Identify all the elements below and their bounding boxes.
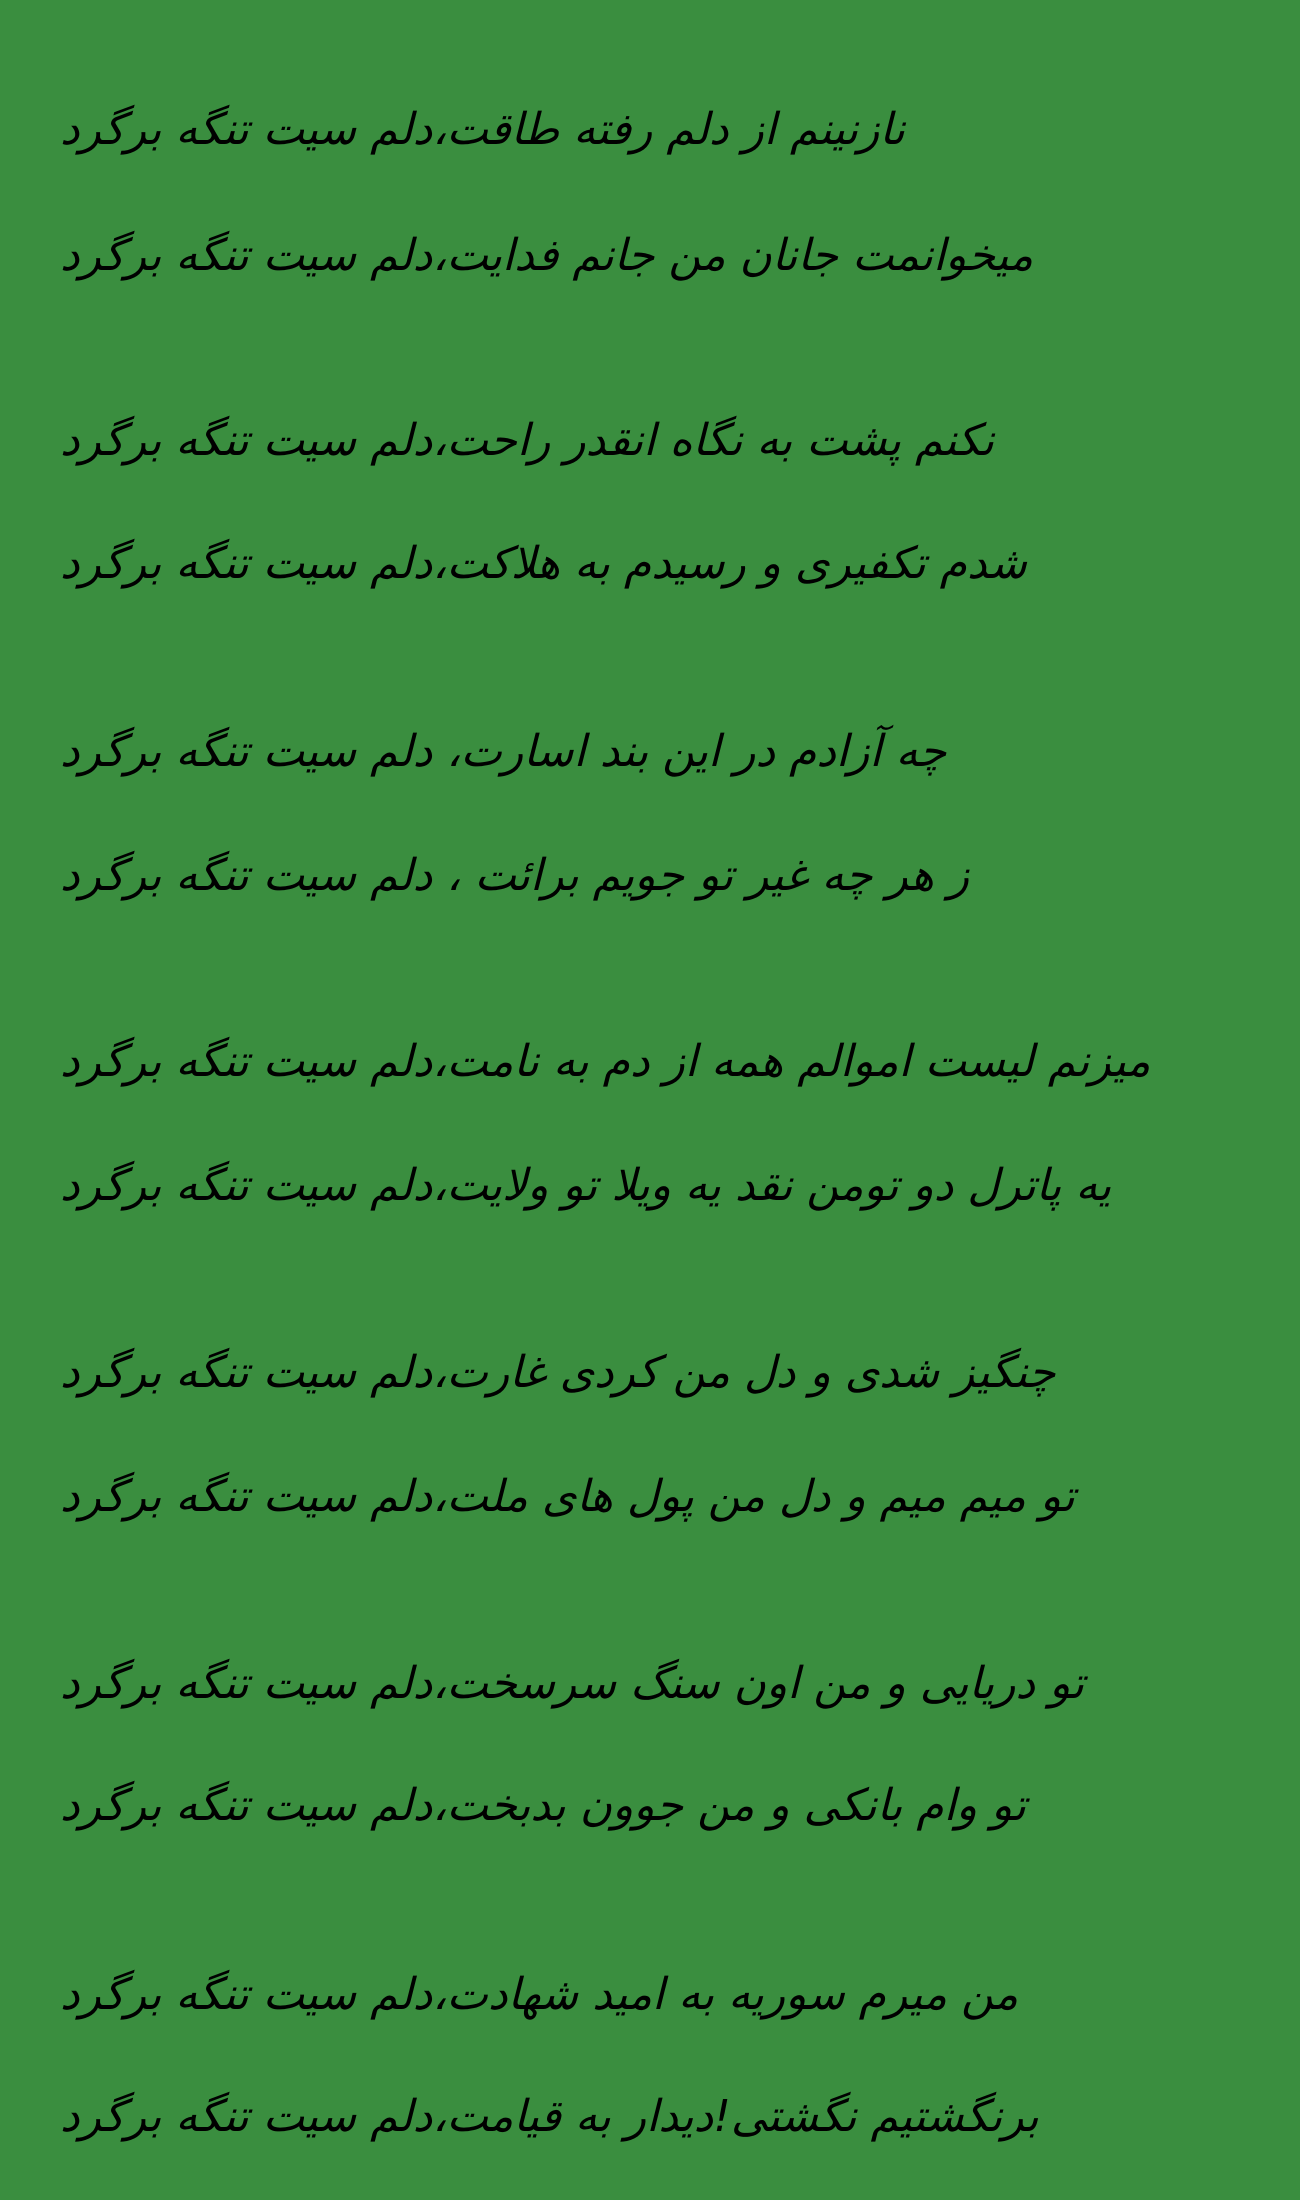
poem-line: تو میم میم و دل من پول های ملت،دلم سیت تنگه برگرد <box>60 1471 1075 1522</box>
poem-line: چه آزادم در این بند اسارت، دلم سیت تنگه برگرد <box>60 726 947 777</box>
poem-line: من میرم سوریه به امید شهادت،دلم سیت تنگه برگرد <box>60 1969 1019 2020</box>
poem-line: تو دریایی و من اون سنگ سرسخت،دلم سیت تنگه برگرد <box>60 1658 1085 1709</box>
poem-line: شدم تکفیری و رسیدم به هلاکت،دلم سیت تنگه برگرد <box>60 538 1027 589</box>
poem-line: یه پاترل دو تومن نقد یه ویلا تو ولایت،دلم سیت تنگه برگرد <box>60 1160 1112 1211</box>
poem-line: میزنم لیست اموالم همه از دم به نامت،دلم سیت تنگه برگرد <box>60 1036 1151 1087</box>
poem-line: برنگشتیم نگشتی!دیدار به قیامت،دلم سیت تنگه برگرد <box>60 2091 1039 2142</box>
poem-line: تو وام بانکی و من جوون بدبخت،دلم سیت تنگه برگرد <box>60 1780 1027 1831</box>
poem-line: نکنم پشت به نگاه انقدر راحت،دلم سیت تنگه برگرد <box>60 415 995 466</box>
poem-line: نازنینم از دلم رفته طاقت،دلم سیت تنگه برگرد <box>60 104 906 155</box>
poem-line: چنگیز شدی و دل من کردی غارت،دلم سیت تنگه برگرد <box>60 1347 1056 1398</box>
poem-line: ز هر چه غیر تو جویم برائت ، دلم سیت تنگه برگرد <box>60 850 970 901</box>
poem-line: میخوانمت جانان من جانم فدایت،دلم سیت تنگه برگرد <box>60 230 1034 281</box>
